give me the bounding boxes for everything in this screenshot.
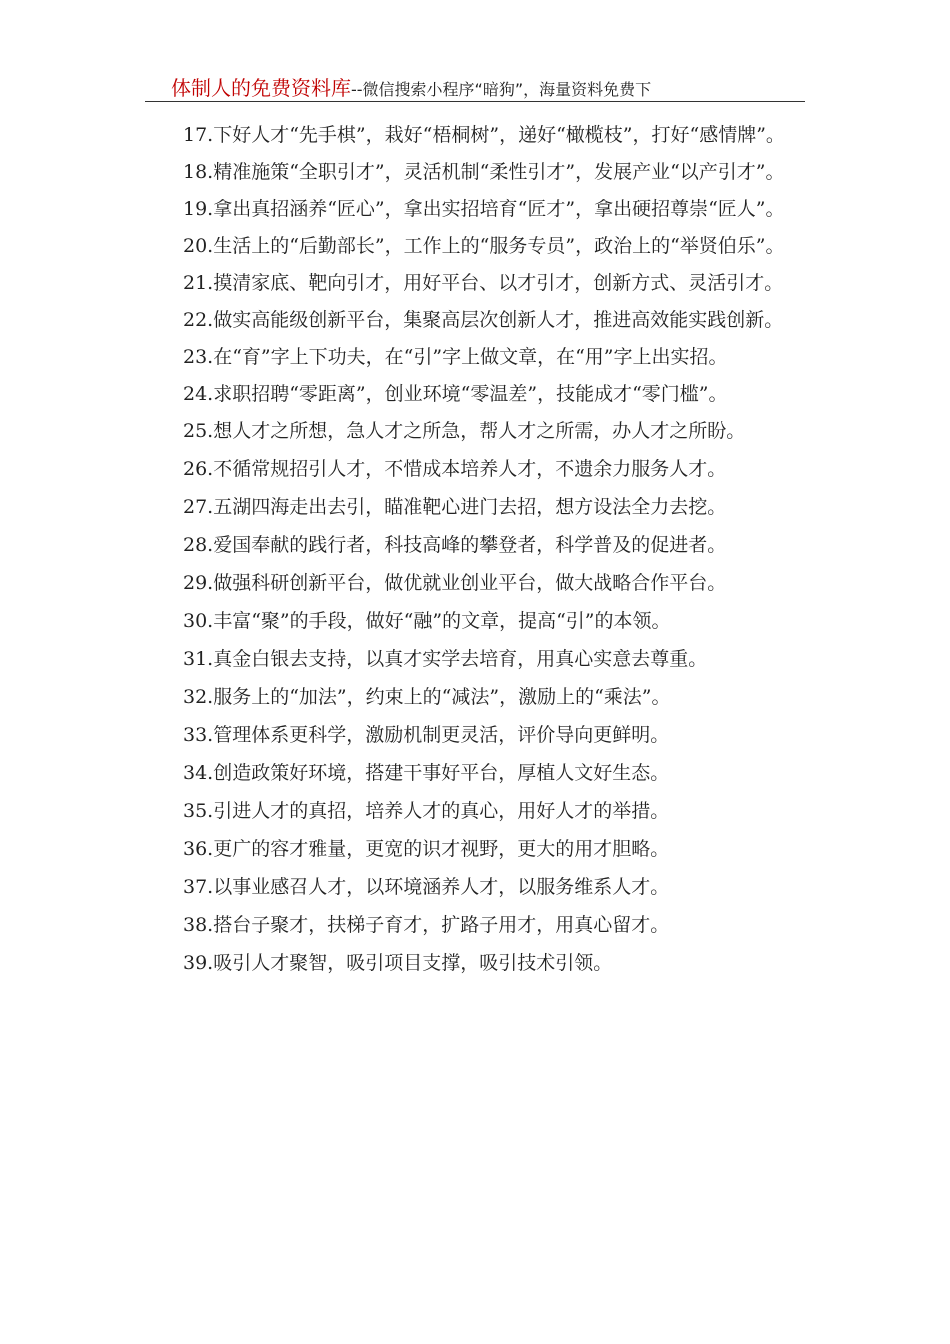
list-item: 31.真金白银去支持，以真才实学去培育，用真心实意去尊重。: [183, 648, 708, 670]
list-item: 27.五湖四海走出去引，瞄准靶心进门去招，想方设法全力去挖。: [183, 496, 727, 518]
header-tagline: --微信搜索小程序“暗狗”，海量资料免费下: [351, 80, 652, 99]
page-header: [145, 72, 805, 100]
list-item: 21.摸清家底、靶向引才，用好平台、以才引才，创新方式、灵活引才。: [183, 272, 784, 294]
list-item: 36.更广的容才雅量，更宽的识才视野，更大的用才胆略。: [183, 838, 670, 860]
list-item: 20.生活上的“后勤部长”，工作上的“服务专员”，政治上的“举贤伯乐”。: [183, 235, 785, 257]
list-item: 32.服务上的“加法”，约束上的“减法”，激励上的“乘法”。: [183, 686, 671, 708]
header-divider: [145, 101, 805, 102]
list-item: 23.在“育”字上下功夫，在“引”字上做文章，在“用”字上出实招。: [183, 346, 728, 368]
list-item: 33.管理体系更科学，激励机制更灵活，评价导向更鲜明。: [183, 724, 670, 746]
list-item: 18.精准施策“全职引才”，灵活机制“柔性引才”，发展产业“以产引才”。: [183, 161, 785, 183]
list-item: 37.以事业感召人才，以环境涵养人才，以服务维系人才。: [183, 876, 670, 898]
document-body: [145, 122, 810, 988]
list-item: 30.丰富“聚”的手段，做好“融”的文章，提高“引”的本领。: [183, 610, 671, 632]
list-item: 38.搭台子聚才，扶梯子育才，扩路子用才，用真心留才。: [183, 914, 670, 936]
header-brand: 体制人的免费资料库: [171, 76, 351, 100]
list-item: 25.想人才之所想，急人才之所急，帮人才之所需，办人才之所盼。: [183, 420, 746, 442]
list-item: 34.创造政策好环境，搭建干事好平台，厚植人文好生态。: [183, 762, 670, 784]
list-item: 22.做实高能级创新平台，集聚高层次创新人才，推进高效能实践创新。: [183, 309, 784, 331]
list-item: 39.吸引人才聚智，吸引项目支撑，吸引技术引领。: [183, 952, 613, 974]
list-item: 35.引进人才的真招，培养人才的真心，用好人才的举措。: [183, 800, 670, 822]
list-item: 29.做强科研创新平台，做优就业创业平台，做大战略合作平台。: [183, 572, 727, 594]
list-item: 19.拿出真招涵养“匠心”，拿出实招培育“匠才”，拿出硬招尊崇“匠人”。: [183, 198, 785, 220]
list-item: 17.下好人才“先手棋”，栽好“梧桐树”，递好“橄榄枝”，打好“感情牌”。: [183, 124, 785, 146]
list-item: 24.求职招聘“零距离”，创业环境“零温差”，技能成才“零门槛”。: [183, 383, 728, 405]
list-item: 26.不循常规招引人才，不惜成本培养人才，不遗余力服务人才。: [183, 458, 727, 480]
list-item: 28.爱国奉献的践行者，科技高峰的攀登者，科学普及的促进者。: [183, 534, 727, 556]
